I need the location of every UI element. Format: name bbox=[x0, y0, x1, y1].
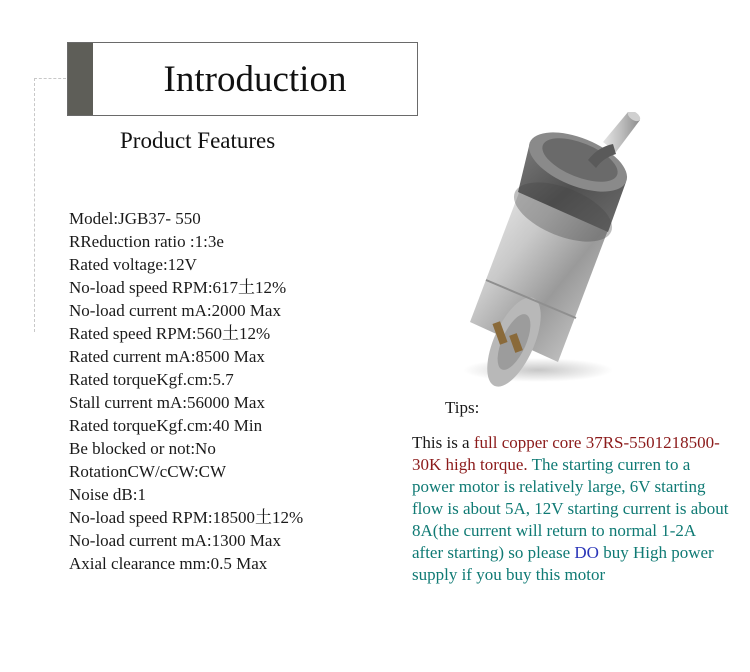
page-title: Introduction bbox=[163, 58, 347, 100]
tips-intro: This is a bbox=[412, 433, 474, 452]
decorative-dashed-line bbox=[34, 78, 35, 332]
tips-emphasis: DO bbox=[574, 543, 599, 562]
spec-item: Be blocked or not:No bbox=[69, 439, 216, 458]
title-accent-bar bbox=[68, 43, 93, 115]
spec-item: No-load speed RPM:617土12% bbox=[69, 278, 287, 297]
section-subtitle: Product Features bbox=[120, 128, 276, 153]
tips-ending: buy High power supply if you buy this motor bbox=[412, 543, 714, 584]
motor-illustration bbox=[448, 112, 668, 392]
tips-highlight: full copper core 37RS-5501218500-30K high torque. bbox=[412, 433, 720, 474]
tips-label: Tips: bbox=[445, 398, 480, 417]
spec-item: Axial clearance mm:0.5 Max bbox=[69, 554, 268, 573]
spec-item: No-load current mA:1300 Max bbox=[69, 531, 281, 550]
spec-list bbox=[69, 207, 303, 575]
spec-item: RotationCW/cCW:CW bbox=[69, 462, 227, 481]
tips-paragraph bbox=[412, 432, 730, 586]
spec-item: Noise dB:1 bbox=[69, 485, 146, 504]
spec-item: Rated current mA:8500 Max bbox=[69, 347, 265, 366]
spec-item: No-load speed RPM:18500土12% bbox=[69, 508, 304, 527]
spec-item: Rated voltage:12V bbox=[69, 255, 197, 274]
decorative-dashed-line bbox=[34, 78, 66, 79]
spec-item: Rated speed RPM:560土12% bbox=[69, 324, 271, 343]
spec-item: Stall current mA:56000 Max bbox=[69, 393, 265, 412]
spec-item: Rated torqueKgf.cm:5.7 bbox=[69, 370, 234, 389]
tips-body: The starting curren to a power motor is relatively large, 6V starting flow is about 5A, 12V starting current is about 8A(the current will return to normal 1-2A after starting) so please bbox=[412, 455, 729, 562]
title-box bbox=[67, 42, 418, 116]
spec-item: No-load current mA:2000 Max bbox=[69, 301, 281, 320]
spec-item: Rated torqueKgf.cm:40 Min bbox=[69, 416, 263, 435]
spec-item: Model:JGB37- 550 bbox=[69, 209, 201, 228]
spec-item: RReduction ratio :1:3e bbox=[69, 232, 224, 251]
